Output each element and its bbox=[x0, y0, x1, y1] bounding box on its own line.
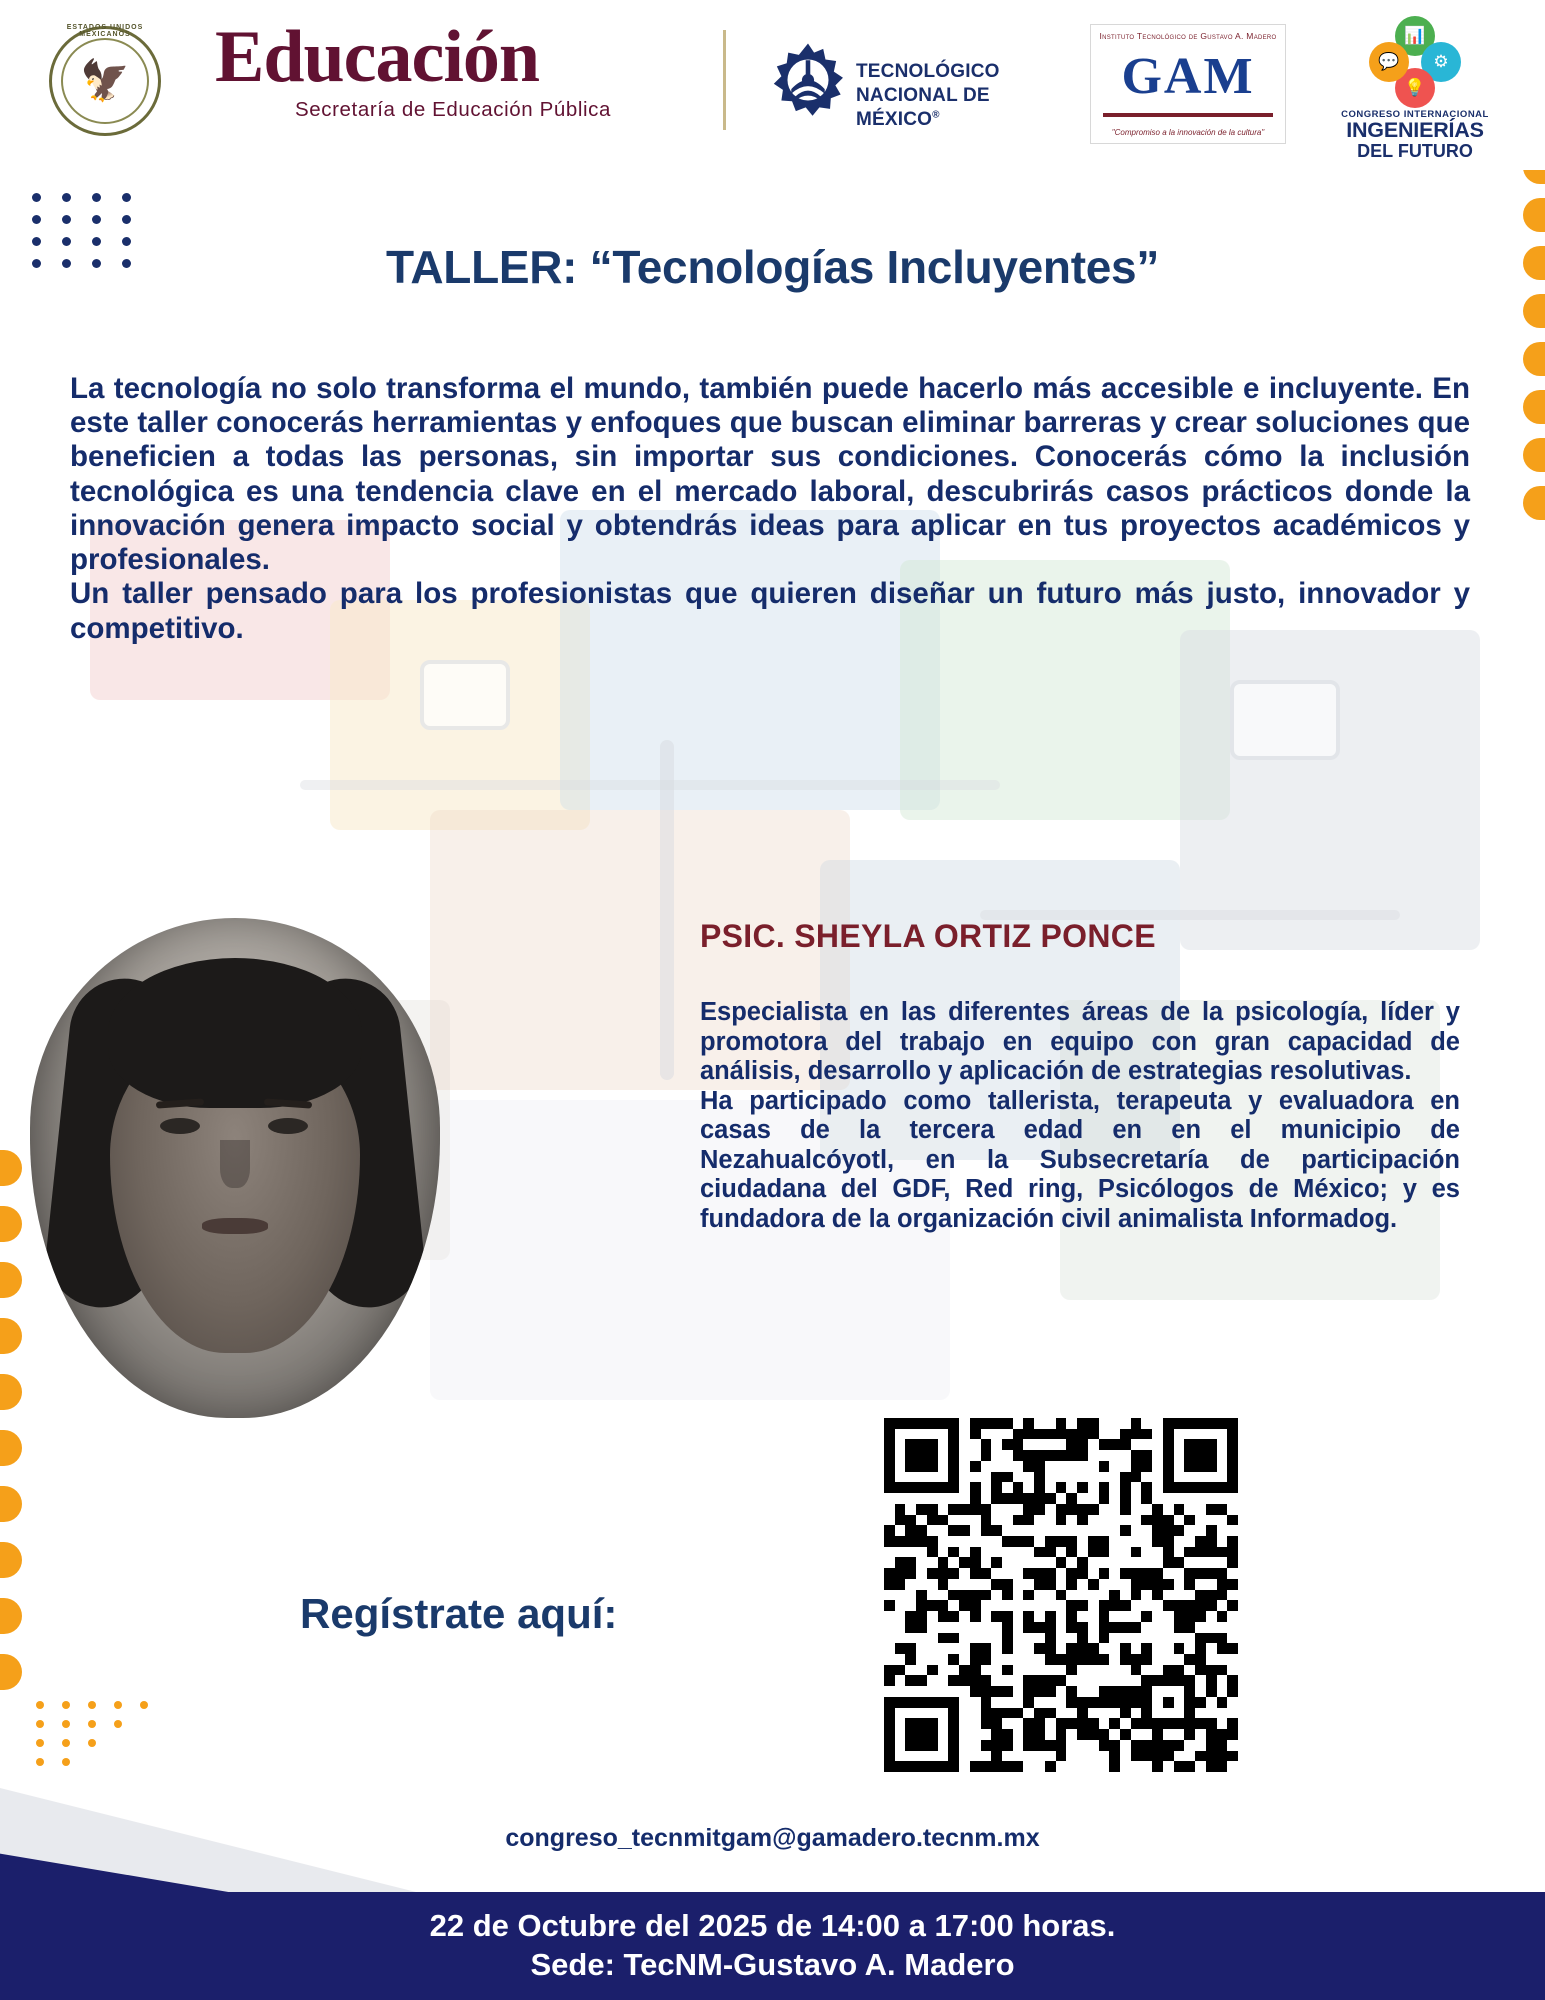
educacion-subtitle: Secretaría de Educación Pública bbox=[294, 98, 612, 122]
tecnm-logo bbox=[770, 38, 1040, 128]
congreso-line2: INGENIERÍAS bbox=[1346, 118, 1484, 142]
congreso-petals-icon: 📊 ⚙ 💡 💬 bbox=[1369, 16, 1461, 108]
tecnm-gear-icon bbox=[770, 42, 846, 118]
footer-venue: Sede: TecNM-Gustavo A. Madero bbox=[530, 1947, 1015, 1982]
sep-logo bbox=[215, 16, 685, 122]
itgam-slogan: "Compromiso a la innovación de la cultura" bbox=[1111, 128, 1265, 137]
page-title: TALLER: “Tecnologías Incluyentes” bbox=[385, 241, 1160, 293]
tecnm-registered: ® bbox=[932, 109, 940, 121]
registration-qr-code[interactable] bbox=[870, 1404, 1252, 1786]
decorative-dashes-left bbox=[0, 1150, 26, 1710]
itgam-logo-icon bbox=[1090, 24, 1286, 144]
itgam-acronym: GAM bbox=[1121, 48, 1255, 105]
speaker-name: PSIC. SHEYLA ORTIZ PONCE bbox=[700, 918, 1156, 954]
congreso-logo bbox=[1320, 16, 1510, 161]
footer-date: 22 de Octubre del 2025 de 14:00 a 17:00 horas. bbox=[429, 1908, 1116, 1944]
intro-paragraph-1: La tecnología no solo transforma el mundo, también puede hacerlo más accesible e incluyente. En este taller conocerás herramientas y enfoques que buscan eliminar barreras y crear soluciones que beneficien a todas las personas, sin importar sus condiciones. Conocerás cómo la inclusión tecnológica es una tendencia clave en el mercado laboral, descubrirás casos prácticos donde la innovación genera impacto social y obtendrás ideas para aplicar en tus proyectos académicos y profesionales. bbox=[70, 372, 1470, 577]
speaker-bio-paragraph-2: Ha participado como tallerista, terapeuta y evaluadora en casas de la tercera edad en en el municipio de Nezahualcóyotl, en la Subsecretaría de participación ciudadana del GDF, Red ring, Psicólogos de México; y es fundadora de la organización civil animalista Informadog. bbox=[700, 1086, 1460, 1234]
register-label: Regístrate aquí: bbox=[300, 1590, 618, 1637]
footer-bar bbox=[0, 1892, 1545, 2000]
educacion-title: Educación bbox=[215, 16, 540, 98]
qr-matrix[interactable] bbox=[884, 1418, 1238, 1772]
poster-header bbox=[0, 0, 1545, 170]
speaker-bio-paragraph-1: Especialista en las diferentes áreas de la psicología, líder y promotora del trabajo en equipo con gran capacidad de análisis, desarrollo y aplicación de estrategias resolutivas. bbox=[700, 998, 1460, 1086]
decorative-dots-bottom-left bbox=[36, 1690, 166, 1766]
congreso-line1: CONGRESO INTERNACIONAL bbox=[1341, 109, 1489, 120]
contact-email[interactable]: congreso_tecnmitgam@gamadero.tecnm.mx bbox=[505, 1824, 1040, 1852]
divider-1 bbox=[723, 30, 726, 130]
tecnm-line1: TECNOLÓGICO bbox=[856, 61, 1000, 82]
itgam-top-text: Instituto Tecnológico de Gustavo A. Madero bbox=[1099, 31, 1277, 41]
tecnm-line2: NACIONAL DE MÉXICO bbox=[856, 84, 990, 130]
tecnm-label bbox=[856, 60, 1040, 131]
intro-paragraph-2: Un taller pensado para los profesionistas que quieren diseñar un futuro más justo, innovador y competitivo. bbox=[70, 577, 1470, 645]
congreso-line3: DEL FUTURO bbox=[1357, 140, 1473, 161]
mexican-coat-of-arms-icon: ESTADOS UNIDOS MEXICANOS 🦅 bbox=[45, 22, 165, 140]
speaker-bio bbox=[700, 998, 1460, 1235]
intro-text bbox=[70, 372, 1470, 646]
coat-top-text: ESTADOS UNIDOS MEXICANOS bbox=[66, 24, 144, 38]
